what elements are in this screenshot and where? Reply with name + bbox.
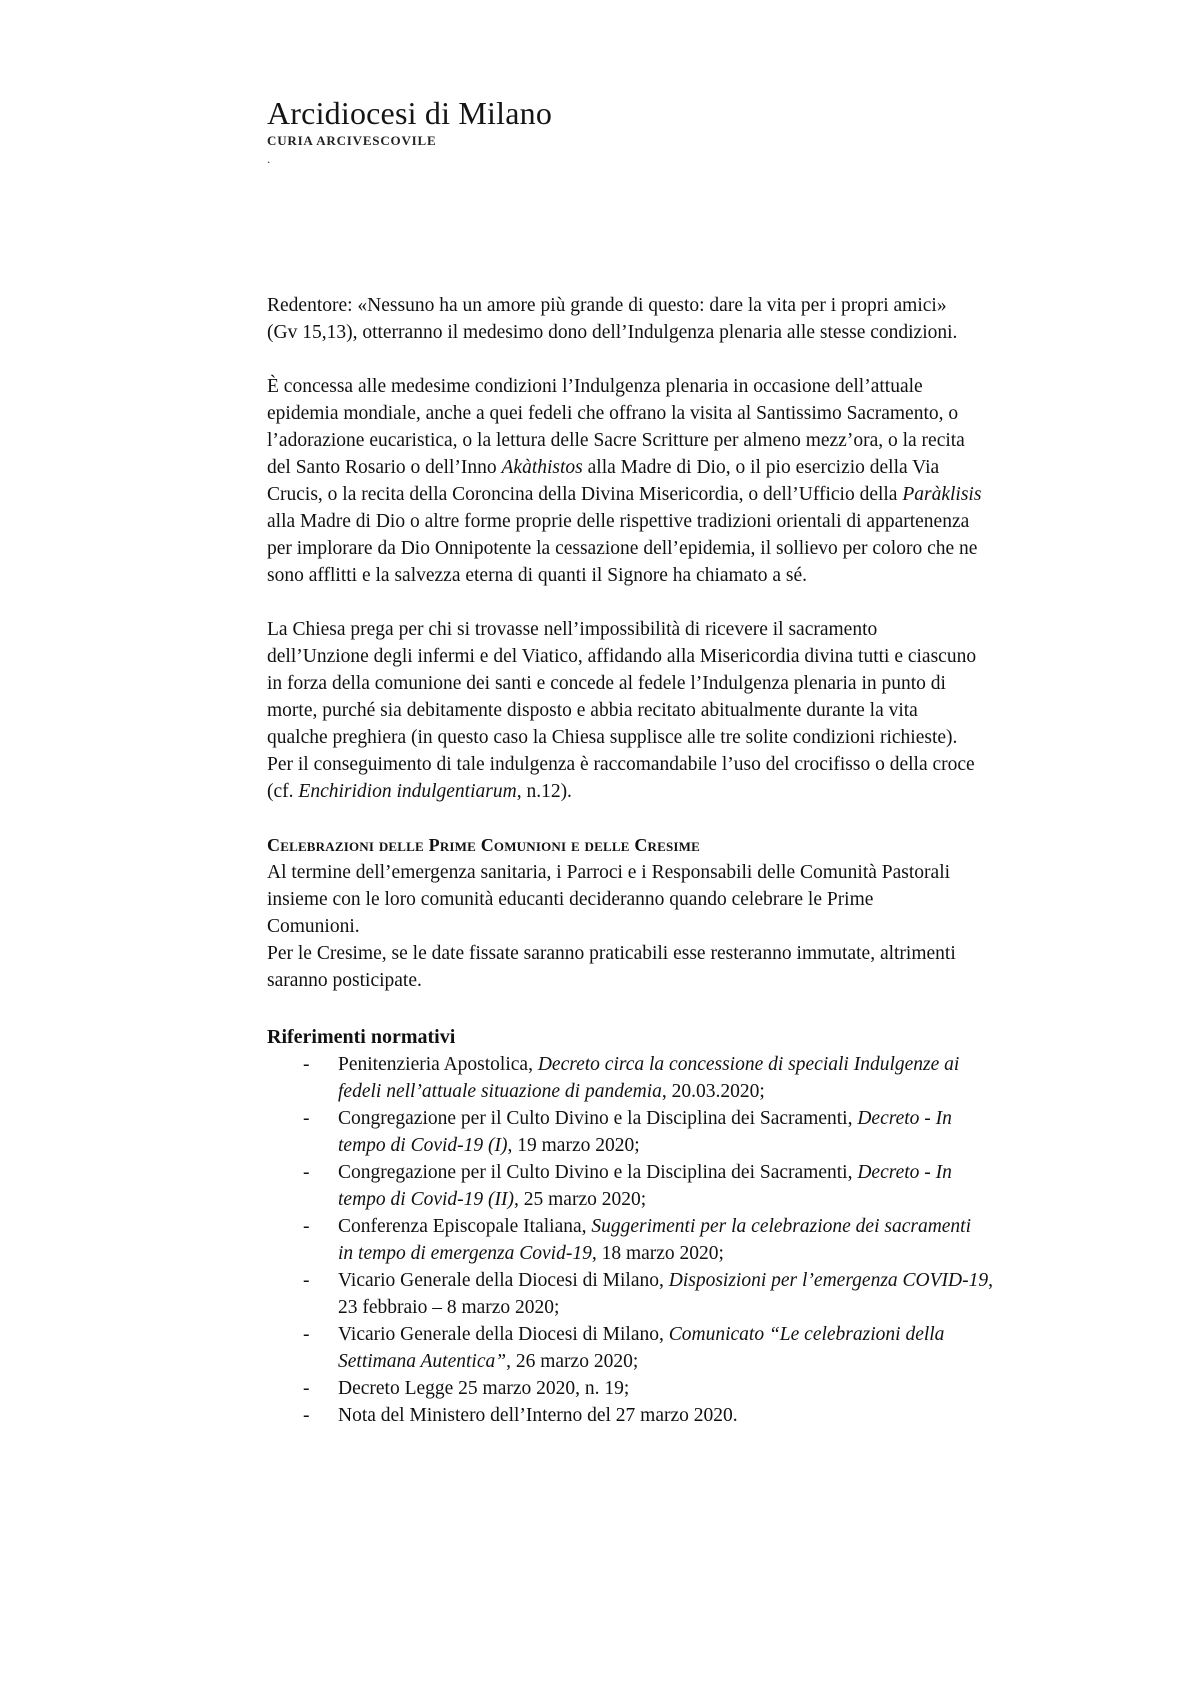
reference-line [338,1105,1067,1132]
reference-item [267,1105,1067,1159]
italic-text: Decreto circa la concessione di speciali Indulgenze ai [537,1054,960,1075]
reference-item [267,1375,1067,1402]
reference-line [338,1132,1067,1159]
paragraph-line [267,562,1067,589]
text-segment: Vicario Generale della Diocesi di Milano, [338,1270,669,1291]
text-segment: Conferenza Episcopale Italiana, [338,1216,592,1237]
italic-text: Disposizioni per l’emergenza COVID-19 [668,1270,989,1291]
text-segment: Congregazione per il Culto Divino e la Disciplina dei Sacramenti, [338,1108,858,1129]
italic-text: Akàthistos [501,457,583,478]
text-segment: È concessa alle medesime condizioni l’Indulgenza plenaria in occasione dell’attuale [267,376,923,397]
text-segment: 25 marzo 2020; [518,1189,647,1210]
text-segment: l’adorazione eucaristica, o la lettura delle Sacre Scritture per almeno mezz’ora, o la recita [267,430,965,451]
reference-line [338,1078,1067,1105]
paragraph-line [267,724,1067,751]
list-dash: - [303,1108,310,1129]
section-heading: Celebrazioni delle Prime Comunioni e delle Cresime [267,835,701,855]
text-segment: per implorare da Dio Onnipotente la cessazione dell’epidemia, il sollievo per coloro che ne [267,538,978,559]
italic-text: Comunicato “Le celebrazioni della [668,1324,945,1345]
text-segment: epidemia mondiale, anche a quei fedeli che offrano la visita al Santissimo Sacramento, o [267,403,959,424]
paragraph-line [267,373,1067,400]
reference-item [267,1267,1067,1321]
italic-text: in tempo di emergenza Covid-19 [338,1243,592,1264]
reference-line [338,1213,1067,1240]
list-dash: - [303,1270,310,1291]
section-body [267,859,1067,994]
paragraph-line [267,751,1067,778]
document-body [267,292,1067,1429]
text-segment: La Chiesa prega per chi si trovasse nell’impossibilità di ricevere il sacramento [267,619,878,640]
list-dash: - [303,1216,310,1237]
paragraph [267,373,1067,589]
italic-text: Settimana Autentica” [338,1351,507,1372]
reference-item [267,1402,1067,1429]
italic-text: tempo di Covid-19 (I) [338,1135,508,1156]
letterhead-title: Arcidiocesi di Milano [267,95,553,131]
reference-item [267,1159,1067,1213]
section-line: Per le Cresime, se le date fissate saranno praticabili esse resteranno immutate, altrimenti [267,943,956,964]
text-segment: Redentore: «Nessuno ha un amore più grande di questo: dare la vita per i propri amici» [267,295,947,316]
paragraph-line [267,616,1067,643]
text-segment: , 18 marzo 2020; [591,1243,724,1264]
letterhead-dot: . [267,151,271,166]
text-segment: , 20.03.2020; [661,1081,765,1102]
text-segment: (cf. [267,781,299,802]
paragraph-line [267,697,1067,724]
italic-text: Decreto - In [857,1162,952,1183]
reference-line [338,1240,1067,1267]
italic-text: Decreto - In [857,1108,952,1129]
paragraph-line [267,535,1067,562]
reference-line [338,1159,1067,1186]
paragraph-line [267,508,1067,535]
letterhead-subtitle: CURIA ARCIVESCOVILE [267,133,437,148]
text-segment: , 19 marzo 2020; [507,1135,640,1156]
reference-item [267,1213,1067,1267]
text-segment: Crucis, o la recita della Coroncina della Divina Misericordia, o dell’Ufficio della [267,484,903,505]
paragraph [267,292,1067,346]
paragraph-line [267,400,1067,427]
text-segment: Congregazione per il Culto Divino e la Disciplina dei Sacramenti, [338,1162,858,1183]
text-segment: alla Madre di Dio o altre forme proprie delle rispettive tradizioni orientali di appartenenza [267,511,970,532]
paragraph-line [267,427,1067,454]
list-dash: - [303,1054,310,1075]
text-segment: (Gv 15,13), otterranno il medesimo dono dell’Indulgenza plenaria alle stesse condizioni. [267,322,958,343]
text-segment: dell’Unzione degli infermi e del Viatico, affidando alla Misericordia divina tutti e ciascuno [267,646,977,667]
text-segment: morte, purché sia debitamente disposto e abbia recitato abitualmente durante la vita [267,700,918,721]
text-segment: del Santo Rosario o dell’Inno [267,457,502,478]
italic-text: tempo di Covid-19 (II), [338,1189,519,1210]
section-line: saranno posticipate. [267,970,422,991]
italic-text: Paràklisis [902,484,982,505]
text-segment: 23 febbraio – 8 marzo 2020; [338,1297,560,1318]
italic-text: Suggerimenti per la celebrazione dei sacramenti [591,1216,972,1237]
reference-line [338,1321,1067,1348]
references-title: Riferimenti normativi [267,1026,456,1048]
italic-text: fedeli nell’attuale situazione di pandemia [338,1081,662,1102]
text-segment: Nota del Ministero dell’Interno del 27 marzo 2020. [338,1405,738,1426]
list-dash: - [303,1324,310,1345]
paragraph-line [267,481,1067,508]
text-segment: , 26 marzo 2020; [506,1351,639,1372]
text-segment: qualche preghiera (in questo caso la Chiesa supplisce alle tre solite condizioni richieste). [267,727,958,748]
section-line: insieme con le loro comunità educanti decideranno quando celebrare le Prime [267,889,874,910]
reference-item [267,1051,1067,1105]
list-dash: - [303,1162,310,1183]
reference-line [338,1348,1067,1375]
text-segment: Decreto Legge 25 marzo 2020, n. 19; [338,1378,630,1399]
reference-line [338,1186,1067,1213]
paragraph-line [267,454,1067,481]
paragraph-line [267,778,1067,805]
text-segment: Vicario Generale della Diocesi di Milano, [338,1324,669,1345]
text-segment: Per il conseguimento di tale indulgenza è raccomandabile l’uso del crocifisso o della croce [267,754,975,775]
reference-line [338,1294,1067,1321]
list-dash: - [303,1378,310,1399]
paragraph-line [267,670,1067,697]
reference-line [338,1051,1067,1078]
text-segment: alla Madre di Dio, o il pio esercizio della Via [582,457,940,478]
reference-item [267,1321,1067,1375]
paragraph [267,616,1067,805]
section-line: Al termine dell’emergenza sanitaria, i Parroci e i Responsabili delle Comunità Pastorali [267,862,951,883]
letterhead [267,94,552,167]
references-list [267,1051,1067,1429]
section-line: Comunioni. [267,916,360,937]
paragraphs [267,292,1067,805]
reference-line [338,1375,1067,1402]
reference-line [338,1267,1067,1294]
italic-text: Enchiridion indulgentiarum [298,781,517,802]
paragraph-line [267,319,1067,346]
list-dash: - [303,1405,310,1426]
text-segment: Penitenzieria Apostolica, [338,1054,538,1075]
paragraph-line [267,643,1067,670]
text-segment: sono afflitti e la salvezza eterna di quanti il Signore ha chiamato a sé. [267,565,808,586]
text-segment: , n.12). [516,781,572,802]
text-segment: , [988,1270,993,1291]
reference-line [338,1402,1067,1429]
paragraph-line [267,292,1067,319]
text-segment: in forza della comunione dei santi e concede al fedele l’Indulgenza plenaria in punto di [267,673,946,694]
